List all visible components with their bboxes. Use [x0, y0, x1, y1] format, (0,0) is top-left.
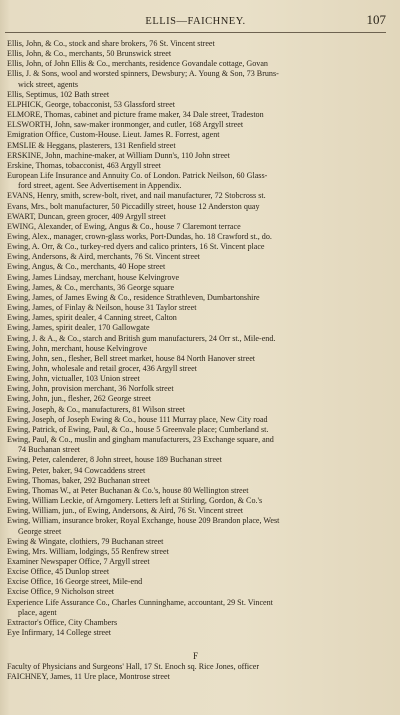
directory-entry: Ewing & Wingate, clothiers, 79 Buchanan street	[7, 536, 164, 546]
directory-entry: Ewing, A. Orr, & Co., turkey-red dyers and calico printers, 16 St. Vincent place	[7, 242, 265, 252]
directory-entry: Ellis, John, of John Ellis & Co., merchants, residence Govandale cottage, Govan	[7, 59, 268, 69]
section-letter: F	[192, 651, 198, 662]
directory-entry: Ewing, Thomas W., at Peter Buchanan & Co.'s, house 80 Wellington street	[7, 485, 249, 495]
directory-entry: Ewing, James, of Finlay & Neilson, house 31 Taylor street	[7, 303, 197, 313]
directory-entry: Experience Life Assurance Co., Charles Cunninghame, accountant, 29 St. Vincent	[7, 597, 273, 607]
directory-entry: Emigration Office, Custom-House. Lieut. James R. Forrest, agent	[7, 130, 220, 140]
directory-entry: Ellis, John, & Co., stock and share brokers, 76 St. Vincent street	[7, 39, 215, 48]
directory-entry: Eye Infirmary, 14 College street	[7, 628, 111, 638]
directory-entry: FAICHNEY, James, 11 Ure place, Montrose street	[7, 672, 170, 682]
directory-entry: ELSWORTH, John, saw-maker ironmonger, and cutler, 168 Argyll street	[7, 120, 244, 130]
directory-entry: Ewing, Peter, baker, 94 Cowcaddens street	[7, 465, 146, 475]
entry-continuation: wick street, agents	[18, 79, 79, 89]
directory-entry: Ellis, Septimus, 102 Bath street	[7, 89, 110, 99]
directory-entry: Ewing, Mrs. William, lodgings, 55 Renfrew street	[7, 546, 169, 556]
directory-entry: Ewing, Andersons, & Aird, merchants, 76 St. Vincent street	[7, 252, 200, 262]
directory-entry: Ewing, John, sen., flesher, Bell street market, house 84 North Hanover street	[7, 353, 256, 363]
directory-entry: Ewing, John, victualler, 103 Union street	[7, 374, 140, 384]
directory-entry: Ellis, J. & Sons, wool and worsted spinners, Dewsbury; A. Young & Son, 73 Bruns-	[7, 69, 279, 79]
directory-entry: Ewing, John, provision merchant, 36 Norfolk street	[7, 384, 174, 394]
directory-entry: Ewing, John, jun., flesher, 262 George street	[7, 394, 152, 404]
directory-entry: Ewing, William, insurance broker, Royal Exchange, house 209 Brandon place, West	[7, 516, 280, 526]
directory-entry: Ewing, Paul, & Co., muslin and gingham manufacturers, 23 Exchange square, and	[7, 435, 274, 445]
directory-entry: Ewing, Angus, & Co., merchants, 40 Hope street	[7, 262, 166, 272]
directory-entry: Ewing, Thomas, baker, 292 Buchanan street	[7, 475, 150, 485]
directory-entry: EWING, Alexander, of Ewing, Angus & Co., house 7 Claremont terrace	[7, 221, 241, 231]
directory-entry: EMSLIE & Heggans, plasterers, 131 Renfield street	[7, 140, 176, 150]
directory-entry: Erskine, Thomas, tobacconist, 463 Argyll street	[7, 160, 161, 170]
entry-continuation: ford street, agent. See Advertisement in Appendix.	[18, 181, 182, 191]
directory-entry: Ewing, William, jun., of Ewing, Andersons, & Aird, 76 St. Vincent street	[7, 506, 244, 516]
directory-entry: EVANS, Henry, smith, screw-bolt, rivet, and nail manufacturer, 72 Stobcross st.	[7, 191, 266, 201]
directory-entry: Ewing, J. & A., & Co., starch and British gum manufacturers, 24 Orr st., Mile-end.	[7, 333, 276, 343]
entry-continuation: George street	[18, 526, 62, 536]
directory-entry: Excise Office, 9 Nicholson street	[7, 587, 115, 597]
directory-entry: ELMORE, Thomas, cabinet and picture frame maker, 34 Dale street, Tradeston	[7, 110, 264, 120]
directory-entry: Ewing, James, of James Ewing & Co., residence Strathleven, Dumbartonshire	[7, 292, 260, 302]
directory-entry: Ewing, James Lindsay, merchant, house Kelvingrove	[7, 272, 180, 282]
directory-entry: Extractor's Office, City Chambers	[7, 617, 118, 627]
directory-entry: Ewing, James, & Co., merchants, 36 George square	[7, 282, 175, 292]
directory-entry: Excise Office, 16 George street, Mile-end	[7, 577, 143, 587]
directory-entry: Ewing, James, spirit dealer, 4 Canning street, Calton	[7, 313, 177, 323]
directory-entry: Evans, Mrs., bolt manufacturer, 50 Piccadilly street, house 12 Anderston quay	[7, 201, 260, 211]
entry-list-f	[5, 662, 386, 682]
directory-entry: Ewing, Peter, calenderer, 8 John street, house 189 Buchanan street	[7, 455, 222, 465]
directory-entry: ELPHICK, George, tobacconist, 53 Glassford street	[7, 99, 175, 109]
directory-entry: Ewing, William Leckie, of Arngomery. Letters left at Stirling, Gordon, & Co.'s	[7, 496, 263, 506]
directory-entry: Faculty of Physicians and Surgeons' Hall, 17 St. Enoch sq. Rice Jones, officer	[7, 662, 260, 672]
directory-entry: European Life Insurance and Annuity Co. of London. Patrick Neilson, 60 Glass-	[7, 171, 268, 181]
directory-entry: Ewing, Joseph, & Co., manufacturers, 81 Wilson street	[7, 404, 186, 414]
directory-entry: Ewing, John, merchant, house Kelvingrove	[7, 343, 148, 353]
directory-entry: Ewing, John, wholesale and retail grocer, 436 Argyll street	[7, 364, 197, 373]
directory-entry: Examiner Newspaper Office, 7 Argyll street	[7, 556, 150, 566]
running-title: ELLIS—FAICHNEY.	[145, 16, 246, 27]
directory-entry: EWART, Duncan, green grocer, 409 Argyll street	[7, 211, 166, 221]
entry-continuation: place, agent	[18, 607, 57, 617]
page-header	[5, 10, 386, 33]
directory-entry: Ewing, Joseph, of Joseph Ewing & Co., house 111 Murray place, New City road	[7, 414, 268, 424]
directory-entry: ERSKINE, John, machine-maker, at William Dunn's, 110 John street	[7, 150, 230, 160]
directory-entry: Ewing, Alex., manager, crown-glass works, Port-Dundas, ho. 18 Crawford st., do.	[7, 231, 272, 241]
directory-entry: Ewing, James, spirit dealer, 170 Gallowgate	[7, 323, 150, 333]
directory-entry: Ewing, Patrick, of Ewing, Paul, & Co., house 5 Greenvale place; Cumberland st.	[7, 424, 269, 434]
page-number: 107	[366, 12, 386, 27]
directory-entry: Excise Office, 45 Dunlop street	[7, 567, 110, 577]
entry-continuation: 74 Buchanan street	[18, 445, 81, 455]
directory-entry: Ellis, John, & Co., merchants, 50 Brunswick street	[7, 49, 172, 59]
entry-list	[5, 39, 386, 638]
